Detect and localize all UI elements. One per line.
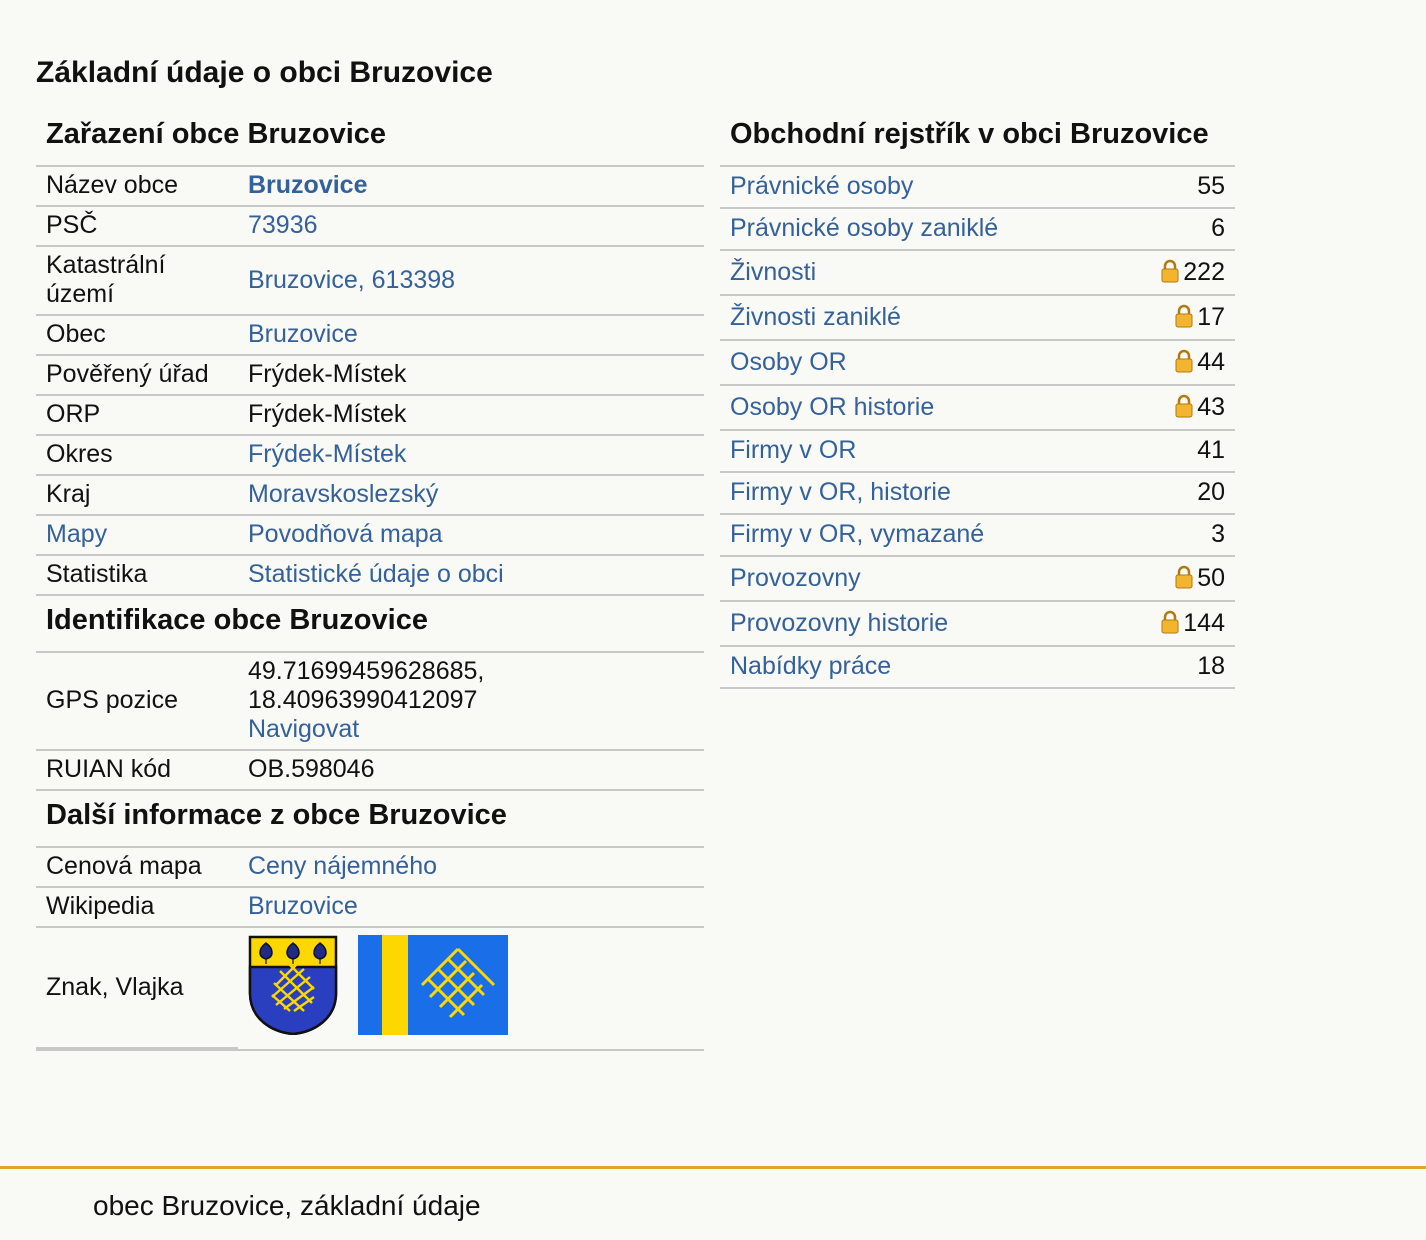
row-label: RUIAN kód [36, 750, 238, 790]
register-count: 44 [1197, 348, 1225, 376]
gps-longitude: 18.40963990412097 [248, 686, 478, 714]
maps-link[interactable]: Mapy [46, 520, 108, 548]
table-row [720, 601, 1235, 646]
section-title-obchodni: Obchodní rejstřík v obci Bruzovice [720, 110, 1235, 167]
footer-text: obec Bruzovice, základní údaje [93, 1190, 481, 1221]
gps-latitude: 49.71699459628685, [248, 657, 485, 685]
register-count: 222 [1183, 258, 1225, 286]
table-row [720, 556, 1235, 601]
row-label: Název obce [36, 167, 238, 206]
lock-icon [1175, 304, 1193, 328]
table-row-bottom-border [36, 1048, 704, 1050]
register-count: 55 [1105, 167, 1235, 208]
lock-icon [1175, 565, 1193, 589]
register-count: 50 [1197, 564, 1225, 592]
register-count: 41 [1105, 430, 1235, 472]
register-count: 6 [1105, 208, 1235, 250]
register-link-firmy-v-or-vymazane[interactable]: Firmy v OR, vymazané [730, 520, 985, 548]
table-row [720, 295, 1235, 340]
okres-link[interactable]: Frýdek-Místek [248, 440, 407, 468]
table-row [36, 653, 704, 750]
lock-icon [1175, 394, 1193, 418]
register-count: 17 [1197, 303, 1225, 331]
section-title-zarazeni: Zařazení obce Bruzovice [36, 110, 704, 167]
table-row [720, 385, 1235, 430]
table-row [36, 475, 704, 515]
row-label: GPS pozice [36, 653, 238, 750]
table-row [36, 246, 704, 315]
register-link-osoby-or-historie[interactable]: Osoby OR historie [730, 393, 935, 421]
row-label: Statistika [36, 555, 238, 595]
row-label: Obec [36, 315, 238, 355]
navigate-link[interactable]: Navigovat [248, 715, 360, 743]
register-link-provozovny[interactable]: Provozovny [730, 564, 861, 592]
register-link-provozovny-historie[interactable]: Provozovny historie [730, 609, 949, 637]
identifikace-table [36, 653, 704, 791]
row-label: Kraj [36, 475, 238, 515]
table-row [36, 355, 704, 395]
statistics-link[interactable]: Statistické údaje o obci [248, 560, 504, 588]
psc-link[interactable]: 73936 [248, 211, 318, 239]
table-row [36, 927, 704, 1048]
register-link-firmy-v-or-historie[interactable]: Firmy v OR, historie [730, 478, 951, 506]
table-row [36, 515, 704, 555]
flood-map-link[interactable]: Povodňová mapa [248, 520, 443, 548]
ruian-value: OB.598046 [238, 750, 704, 790]
row-value: Frýdek-Místek [238, 355, 704, 395]
register-count: 20 [1105, 472, 1235, 514]
obec-link[interactable]: Bruzovice [248, 320, 358, 348]
section-title-dalsi: Další informace z obce Bruzovice [36, 791, 704, 848]
register-link-zivnosti[interactable]: Živnosti [730, 258, 817, 286]
table-row [36, 395, 704, 435]
table-row [720, 167, 1235, 208]
table-row [720, 340, 1235, 385]
table-row [36, 206, 704, 246]
table-row [36, 435, 704, 475]
table-row [36, 887, 704, 927]
table-row [36, 555, 704, 595]
right-column [720, 110, 1235, 689]
table-row [720, 208, 1235, 250]
left-column [36, 110, 704, 1051]
row-label: Okres [36, 435, 238, 475]
table-row [720, 514, 1235, 556]
table-row [36, 848, 704, 887]
footer-divider [0, 1166, 1426, 1169]
register-link-pravnicke-osoby[interactable]: Právnické osoby [730, 172, 914, 200]
row-label: PSČ [36, 206, 238, 246]
register-link-nabidky-prace[interactable]: Nabídky práce [730, 652, 892, 680]
lock-icon [1161, 610, 1179, 634]
coat-of-arms-icon[interactable] [248, 935, 338, 1035]
zarazeni-table [36, 167, 704, 596]
row-label: Cenová mapa [36, 848, 238, 887]
row-label: ORP [36, 395, 238, 435]
flag-icon[interactable] [358, 935, 508, 1035]
wikipedia-link[interactable]: Bruzovice [248, 892, 358, 920]
page-title: Základní údaje o obci Bruzovice [36, 56, 493, 89]
municipality-name-link[interactable]: Bruzovice [248, 171, 368, 199]
register-count: 3 [1105, 514, 1235, 556]
row-label: Znak, Vlajka [36, 927, 238, 1048]
row-label: Pověřený úřad [36, 355, 238, 395]
cadastral-link[interactable]: Bruzovice, 613398 [248, 265, 456, 294]
register-link-pravnicke-osoby-zanikle[interactable]: Právnické osoby zaniklé [730, 214, 999, 242]
row-label: Katastrální území [36, 246, 238, 315]
rent-prices-link[interactable]: Ceny nájemného [248, 852, 438, 880]
kraj-link[interactable]: Moravskoslezský [248, 480, 439, 508]
table-row [36, 315, 704, 355]
dalsi-table [36, 848, 704, 1051]
table-row [36, 750, 704, 790]
row-value: Frýdek-Místek [238, 395, 704, 435]
register-link-osoby-or[interactable]: Osoby OR [730, 348, 847, 376]
lock-icon [1175, 349, 1193, 373]
lock-icon [1161, 259, 1179, 283]
row-label: Wikipedia [36, 887, 238, 927]
section-title-identifikace: Identifikace obce Bruzovice [36, 596, 704, 653]
register-count: 144 [1183, 609, 1225, 637]
business-register-table [720, 167, 1235, 689]
table-row [720, 430, 1235, 472]
register-count: 43 [1197, 393, 1225, 421]
table-row [720, 250, 1235, 295]
table-row [720, 472, 1235, 514]
table-row [720, 646, 1235, 688]
table-row [36, 167, 704, 206]
register-link-firmy-v-or[interactable]: Firmy v OR [730, 436, 857, 464]
register-link-zivnosti-zanikle[interactable]: Živnosti zaniklé [730, 303, 901, 331]
register-count: 18 [1105, 646, 1235, 688]
